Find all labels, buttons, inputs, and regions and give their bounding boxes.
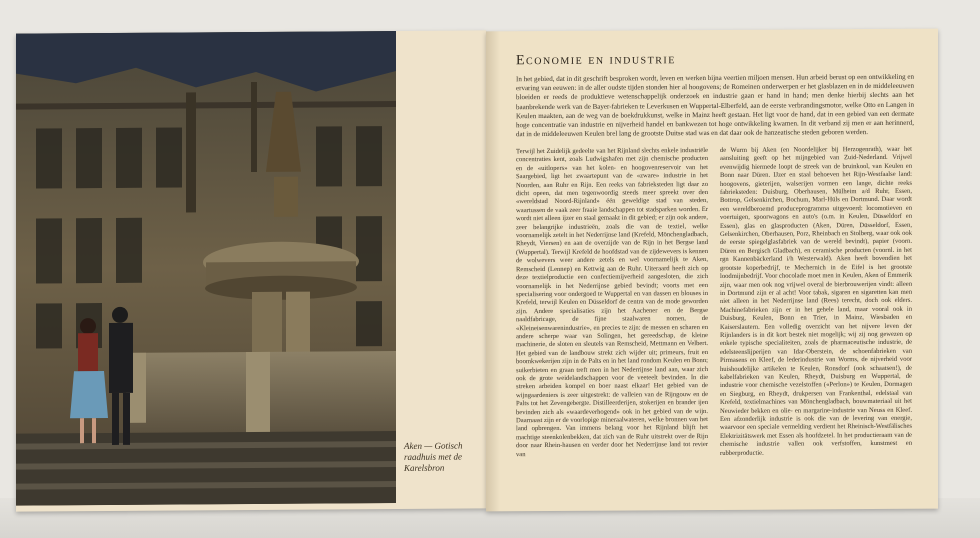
left-page — [16, 30, 486, 511]
photo-caption: Aken — Gotisch raadhuis met de Karelsbron — [404, 440, 463, 473]
magazine-spread — [16, 30, 938, 512]
right-page — [486, 29, 938, 512]
city-hall-fountain-photo — [16, 31, 396, 506]
text-column-left: Terwijl het Zuidelijk gedeelte van het Rijnland slechts enkele industriële concentraties kent, zoals Ludwigshafen met zijn chemische producten en de «uitlopers» van het kolen- en hoogovenreservoir van het Saargebied, ligt het zwaartepunt van de «zware» industrie in het Noorden, aan Ruhr en Rijn. Een reeks van fabrieksteden ligt daar zo dicht opeen, dat men tegenwoordig steeds meer spreekt over den «wereldstad Noord-Rijnland» één geweldige stad van steden, waartussen de vaak zeer fraaie landschappen tot stadsparken worden. Er wordt niet alleen ijzer en staal gemaakt in dit gebied; er zijn ook andere, zeer belangrijke industrieën, zoals die van de textiel, welke voornamelijk zetelt in het Nederrijnse land (Krefeld, Mönchengladbach, Rheydt, Viersen) en aan de overzijde van de Rijn in het Bergse land (Wuppertal). Terwijl Krefeld de hoofdstad van de zijdewevers is kennen de wolwevers weer andere zetels en wel voornamelijk te Aken, Remscheid (Lennep) en Kettwig aan de Ruhr. Uiteraard heeft zich op deze textielproductie een confectiemijverheid aangesloten, die zich voornamelijk in het Nederrijnse gebied bevindt; voorts met een specialisering voor ondergoed te Wuppertal en van dassen en blouses in Krefeld, terwijl Keulen en Düsseldorf de centra van de mode geworden zijn. Andere specialisaties zijn het Aachener en de Bergse naaldfabricage, de fijne staalwaren nomen, de «Kleineisenwarenindustrie», en precies te zijn: de messen en scharen en andere scherpe waar van Solingen, het gereedschap, de kleine machinerie, de sloten en sleutels van Remscheid, Mettmann en Velbert. Het gebied van de landbouw strekt zich wijder uit; primeurs, fruit en boomkwekerijen zijn in de Palts en in het land rondom Keulen en Bonn; suikerbieten en graan treft men in het Nederrijnse land aan, waar zich ook de grote weidelandschappen voor de veeteelt bevinden. In die streken arbeiden kompel en boer naast elkaar! Het gebied van de wijngaardeniers is zeer uitgestrekt: de valleien van de Rijngouw en de Palts tot het Zevengebergte. Distilleerderijen, stokerijen en brander ijen bevinden zich als «waardeverhogend» ook in het gebied van de wijn. Daarnaast zijn er de voorlopige mineraalwateren, welke bronnen van het land opbrengen. Van immens belang voor het Rijnland blijft het machtige steenkolenbekken, dat zich van de Ruhr uitstrekt over de Rijn door naar Rhein-hausen en verder door het Nederrijnse land tot revier van — [516, 147, 708, 458]
text-column-right: de Wurm bij Aken (en Noordelijker bij Herzogenrath), waar het aansluiting geeft op het mijngebied van Zuid-Nederland. Vrijwel evenwijdig hiermede loopt de streek van de bruinkool, van Keulen en Bonn naar Düren. IJzer en staal behoeven het Rijn-Westfaalse land: hoogovens, gieterijen, walserijen vormen een lange, dichte reeks fabrieksteden: Duisburg, Oberhausen, Mülheim a/d Ruhr, Essen, Bottrop, Gelsenkirchen, Bochum, Marl-Hüls en Dortmund. Daar wordt een wereldberoemd produceprogramma uitgevoerd: locomotieven en voertuigen, spoorwagons en auto's (o.m. in Keulen, Düsseldorf en Essen), glas en glasproducten (Aken, Düren, Düsseldorf, Essen, Gelsenkirchen, Oberhausen, Porz, Rheinbach en Stolberg, waar ook ook de eerste spiegelglasfabriek van de wereld bevindt), papier (voorn. Düren en Bergisch Gladbach), en ceramische producten (voornl. in het rgn Kannenbäckerland i/h Westerwald). Aken heeft bovendien het grootste koperbedrijf, te Mechernich in de Eifel is het grootste loodmijnbedrijf. Voor chocolade moet men in Keulen, Aken of Emmerik zijn, waar men ook nog vrijwel overal de bierbrouwerijen vindt: alleen in Dortmund zijn er al acht! Voor tabak, sigaren en sigaretten kan men niet alleen in het Nederrijnse land (Rees) terecht, doch ook elders. Machinefabrieken zijn er in het gehele land, maar vooral ook in Duisburg, Keulen, Bonn en Trier, in Mainz, Wiesbaden en Kaiserslautern. Een volledig overzicht van het nijvere leven der Rijnlanders is in dit kort bestek niet mogelijk; wij zij nog gewezen op enkele typische specialiteiten, zoals de pharmaceutische industrie, de edelsteenslijperijen van Idar-Oberstein, de schoenfabrieken van Pirmasens en Kleef, de lederindustrie van Worms, de nijverheid voor huishoudelijke artikelen te Keulen, Ronsdorf (ook schaatsen!), de kabelfabrieken van Keulen, Rheydt, Duisburg en Wuppertal, de industrie voor chemische vezelstoffen («Perlon») te Keulen, Dormagen en Siegburg, en Rheydt, drukpersen van Frankenthal, edelstaal van Krefeld, textielmachines van Mönchengladbach, bouwmateriaal uit het Neuwieder bekken en olie- en margarine-industrie van Neuss en Kleef. Een afzonderlijk industrie is ook die van de levering van energie, waarvoor een speciale vermelding verdient het Rheinisch-Westfälisches Elektrizitätswerk met Essen als hoofdzetel. In het productieraam van de chemische industrie vallen ook verfstoffen, kunstmest en rubberproductie. — [720, 145, 912, 457]
page-heading: Economie en industrie — [516, 52, 676, 69]
photo-illustration — [16, 31, 396, 506]
intro-paragraph: In het gebied, dat in dit geschrift besproken wordt, leven en werken bijna veertien miljoen mensen. Hun arbeid berust op een ontwikkeling en ervaring van eeuwen: in de aller oudste tijden stonden hier al hoogovens; de Romeinen onderwerpen er het glasblazen en in de middeleeuwen bloeiden er reeds de produktieve wetenschappelijk onderzoek en industrie gaan er hand in hand; men denke hierbij slechts aan het baanbrekende werk van de Bayer-fabrieken te Leverkusen en Wuppertal-Elberfeld, aan de eerste verbrandingsmotor, welke Otto en Langen in Keulen maakten, aan de weg van de boekdrukkunst, welke in Mainz heeft gestaan. Het ligt voor de hand, dat in een gebied van een dermate hoge concentratie van industrie en nijverheid handel en bankwezen tot hoge ontwikkeling kwamen. In dit verband zij men er aan herinnerd, dat in de middeleeuwen Keulen brel lang de grootste Duitse stad was en dat daar ook de hanzeatische steden geboren werden. — [516, 72, 914, 139]
